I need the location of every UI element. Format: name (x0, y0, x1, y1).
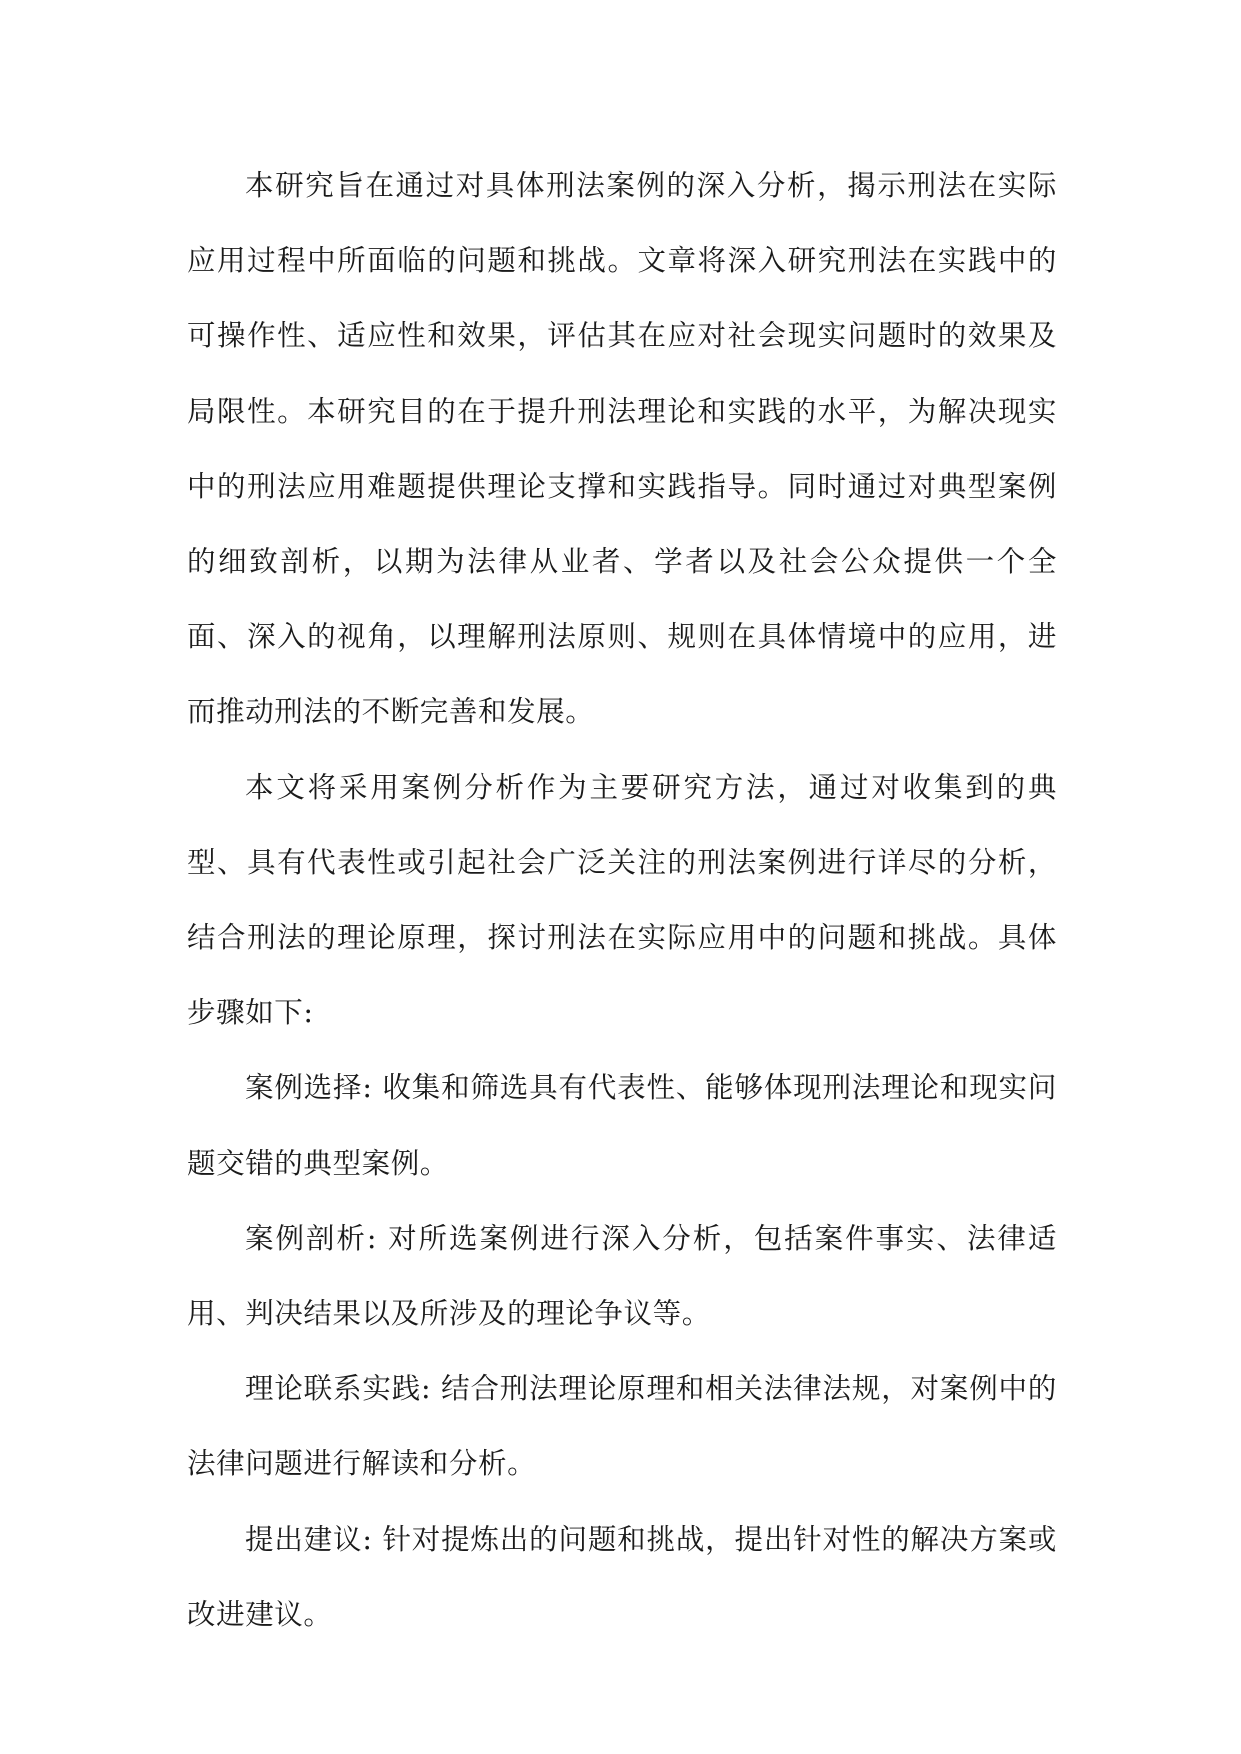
paragraph-step-case-analysis: 案例剖析: 对所选案例进行深入分析，包括案件事实、法律适用、判决结果以及所涉及的理论争议等。 (187, 1221, 1057, 1331)
document-body (187, 148, 1057, 1652)
paragraph-step-theory-practice: 理论联系实践: 结合刑法理论原理和相关法律法规，对案例中的法律问题进行解读和分析。 (187, 1372, 1057, 1481)
paragraph-step-suggestions: 提出建议: 针对提炼出的问题和挑战，提出针对性的解决方案或改进建议。 (187, 1522, 1057, 1631)
paragraph-research-method: 本文将采用案例分析作为主要研究方法，通过对收集到的典型、具有代表性或引起社会广泛关注的刑法案例进行详尽的分析，结合刑法的理论原理，探讨刑法在实际应用中的问题和挑战。具体步骤如下: (187, 770, 1057, 1030)
paragraph-research-purpose: 本研究旨在通过对具体刑法案例的深入分析，揭示刑法在实际应用过程中所面临的问题和挑战。文章将深入研究刑法在实践中的可操作性、适应性和效果，评估其在应对社会现实问题时的效果及局限性。本研究目的在于提升刑法理论和实践的水平，为解决现实中的刑法应用难题提供理论支撑和实践指导。同时通过对典型案例的细致剖析，以期为法律从业者、学者以及社会公众提供一个全面、深入的视角，以理解刑法原则、规则在具体情境中的应用，进而推动刑法的不断完善和发展。 (187, 169, 1057, 729)
paragraph-step-case-selection: 案例选择: 收集和筛选具有代表性、能够体现刑法理论和现实问题交错的典型案例。 (187, 1071, 1057, 1180)
